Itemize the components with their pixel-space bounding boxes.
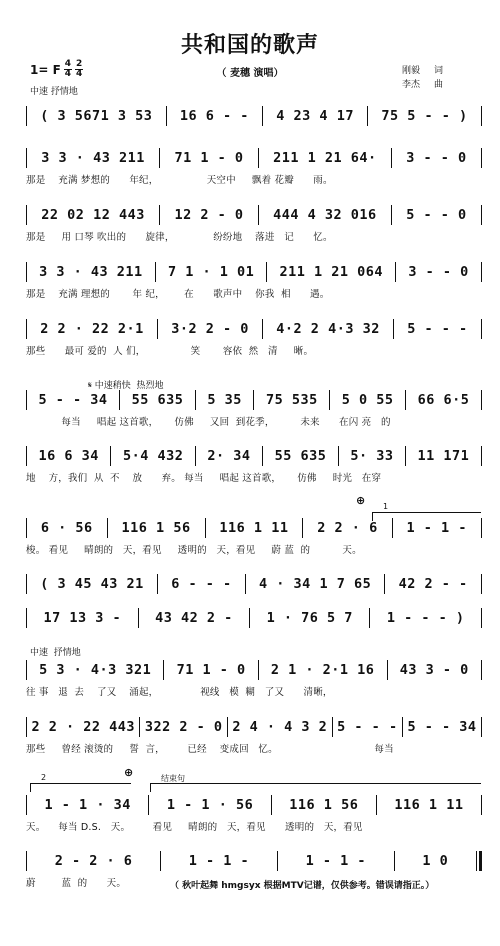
barline — [110, 446, 111, 466]
barline — [195, 446, 196, 466]
measure: 17 13 3 - — [43, 610, 122, 626]
measure: 2 2 · 6 — [317, 520, 378, 536]
barline — [139, 717, 140, 737]
volta-2: 2 — [30, 783, 131, 792]
measure: 55 635 — [131, 392, 184, 408]
measure: 5· 33 — [350, 448, 394, 464]
song-title: 共和国的歌声 — [180, 33, 319, 58]
barline — [26, 851, 27, 871]
barline — [148, 795, 149, 815]
barline — [258, 148, 259, 168]
notation-line — [26, 572, 482, 596]
barline — [155, 262, 156, 282]
measure: 2 2 · 22 2·1 — [40, 321, 144, 337]
barline — [26, 795, 27, 815]
barline — [402, 717, 403, 737]
measure: ( 3 45 43 21 — [40, 576, 144, 592]
barline — [26, 205, 27, 225]
barline — [481, 319, 482, 339]
barline — [481, 106, 482, 126]
measure: 116 1 11 — [219, 520, 289, 536]
score-row — [26, 715, 482, 755]
measure: 43 42 2 - — [155, 610, 233, 626]
measure: 116 1 56 — [289, 797, 359, 813]
measure: 1 - 1 - — [406, 520, 467, 536]
lyric-line: 往 事 退 去 了又 涌起， 视线 模 糊 了又 清晰， — [26, 687, 333, 698]
measure: 5 - - 34 — [38, 392, 108, 408]
measure: 116 1 56 — [121, 520, 191, 536]
score-row — [26, 146, 482, 186]
notation-line — [26, 146, 482, 170]
score-row — [26, 793, 482, 833]
barline — [26, 518, 27, 538]
tempo-marking: 中速 抒情地 — [30, 87, 78, 97]
barline — [481, 608, 482, 628]
measure: 42 2 - - — [398, 576, 468, 592]
barline — [26, 660, 27, 680]
barline — [376, 795, 377, 815]
notation-line — [26, 606, 482, 630]
notation-line — [26, 260, 482, 284]
barline — [249, 608, 250, 628]
barline — [481, 262, 482, 282]
measure: 3 - - 0 — [406, 150, 467, 166]
measure: 1 · 76 5 7 — [266, 610, 353, 626]
measure: 12 2 - 0 — [174, 207, 244, 223]
barline — [157, 319, 158, 339]
measure: 66 6·5 — [417, 392, 470, 408]
score-row — [26, 260, 482, 300]
meter-2: $\frac{2}{4}$ — [76, 59, 83, 79]
measure: 2· 34 — [207, 448, 251, 464]
measure: 1 - 1 - — [305, 853, 366, 869]
barline — [387, 660, 388, 680]
lyric-line: 那是 充满 梦想的 年纪， 天空中 飘着 花瓣 雨。 — [26, 175, 333, 186]
measure: 1 - - - ) — [386, 610, 465, 626]
barline — [338, 446, 339, 466]
notation-line — [26, 317, 482, 341]
barline — [26, 608, 27, 628]
measure: 4 · 34 1 7 65 — [259, 576, 372, 592]
measure: 5 35 — [207, 392, 242, 408]
key-signature — [30, 60, 83, 79]
barline — [391, 205, 392, 225]
tempo-return-mark: 中速 抒情地 — [30, 648, 81, 658]
barline — [107, 518, 108, 538]
ending-bracket: 结束句 — [150, 783, 481, 792]
notation-line — [26, 104, 482, 128]
measure: 5 - - 0 — [406, 207, 467, 223]
barline — [332, 717, 333, 737]
measure: 5·4 432 — [122, 448, 184, 464]
measure: 16 6 - - — [179, 108, 249, 124]
measure: 5 - - - — [407, 321, 468, 337]
barline — [392, 518, 393, 538]
measure: 55 635 — [274, 448, 327, 464]
barline — [329, 390, 330, 410]
measure: 2 2 · 22 443 — [31, 719, 135, 735]
lyric-line: 那些 曾经 滚烫的 誓 言， 已经 变成回 忆。 每当 — [26, 744, 394, 755]
measure: 7 1 · 1 01 — [167, 264, 255, 280]
notation-line — [26, 516, 482, 540]
barline — [384, 574, 385, 594]
barline — [26, 574, 27, 594]
score-row — [26, 572, 482, 596]
barline — [258, 205, 259, 225]
barline — [159, 205, 160, 225]
measure: 3·2 2 - 0 — [171, 321, 249, 337]
measure: 71 1 - 0 — [174, 150, 244, 166]
notation-line — [26, 203, 482, 227]
barline — [262, 319, 263, 339]
measure: 2 1 · 2·1 16 — [270, 662, 375, 678]
measure: 5 0 55 — [341, 392, 394, 408]
barline — [195, 390, 196, 410]
barline — [369, 608, 370, 628]
final-barline — [476, 851, 482, 871]
barline — [277, 851, 278, 871]
barline — [367, 106, 368, 126]
coda-symbol-2: ⊕ — [124, 766, 134, 779]
barline — [160, 851, 161, 871]
barline — [271, 795, 272, 815]
measure: 2 4 · 4 3 2 — [232, 719, 328, 735]
lyric-line: 每当 唱起 这首歌， 仿佛 又回 到花季， 未来 在闪 亮 的 — [26, 417, 391, 428]
barline — [481, 660, 482, 680]
score-row — [26, 317, 482, 357]
barline — [253, 390, 254, 410]
measure: ( 3 5671 3 53 — [40, 108, 153, 124]
measure: 5 - - 34 — [407, 719, 477, 735]
notation-line — [26, 388, 482, 412]
notation-line — [26, 715, 482, 739]
chorus-tempo-mark: 𝄋 中速稍快 热烈地 — [88, 381, 164, 391]
measure: 4 23 4 17 — [276, 108, 354, 124]
barline — [481, 446, 482, 466]
meter-1: $\frac{4}{4}$ — [64, 59, 72, 79]
measure: 444 4 32 016 — [273, 207, 377, 223]
measure: 6 - - - — [171, 576, 232, 592]
barline — [262, 106, 263, 126]
barline — [405, 390, 406, 410]
notation-line — [26, 793, 482, 817]
measure: 75 535 — [265, 392, 318, 408]
barline — [481, 205, 482, 225]
barline — [481, 574, 482, 594]
measure: 3 - - 0 — [408, 264, 469, 280]
barline — [205, 518, 206, 538]
measure: 75 5 - - ) — [381, 108, 468, 124]
score-row — [26, 388, 482, 428]
notation-line — [26, 444, 482, 468]
barline — [302, 518, 303, 538]
barline — [159, 148, 160, 168]
measure: 1 0 — [422, 853, 449, 869]
measure: 71 1 - 0 — [176, 662, 246, 678]
score-row — [26, 606, 482, 630]
barline — [266, 262, 267, 282]
lyric-line: 那是 充满 理想的 年 纪， 在 歌声中 你我 相 遇。 — [26, 289, 330, 300]
barline — [26, 262, 27, 282]
composer: 李杰 曲 — [402, 80, 444, 90]
measure: 1 - 1 - — [188, 853, 250, 869]
barline — [26, 390, 27, 410]
barline — [245, 574, 246, 594]
measure: 6 · 56 — [40, 520, 93, 536]
lyricist: 刚毅 词 — [402, 66, 444, 76]
measure: 211 1 21 64· — [273, 150, 377, 166]
barline — [163, 660, 164, 680]
barline — [481, 148, 482, 168]
barline — [481, 717, 482, 737]
measure: 16 6 34 — [38, 448, 99, 464]
measure: 3 3 · 43 211 — [39, 264, 143, 280]
barline — [262, 446, 263, 466]
key-label: 1= F — [30, 62, 61, 77]
barline — [481, 795, 482, 815]
measure: 211 1 21 064 — [279, 264, 384, 280]
coda-symbol: ⊕ — [356, 494, 366, 507]
credits — [402, 64, 443, 92]
score-row — [26, 658, 482, 698]
score-row — [26, 104, 482, 128]
barline — [26, 106, 27, 126]
measure: 4·2 2 4·3 32 — [276, 321, 380, 337]
measure: 1 - 1 · 34 — [44, 797, 131, 813]
lyric-line: 蔚 蓝 的 天。 — [26, 878, 127, 889]
lyric-line: 梭。 看见 晴朗的 天，看见 透明的 天，看见 蔚 蓝 的 天。 — [26, 545, 362, 556]
lyric-line: 那些 最可 爱的 人 们， 笑 容依 然 清 晰。 — [26, 346, 314, 357]
measure: 1 - 1 · 56 — [166, 797, 254, 813]
barline — [391, 148, 392, 168]
barline — [26, 717, 27, 737]
score-row — [26, 203, 482, 243]
barline — [393, 319, 394, 339]
barline — [138, 608, 139, 628]
barline — [405, 446, 406, 466]
measure: 2 - 2 · 6 — [54, 853, 133, 869]
notation-line — [26, 849, 482, 873]
barline — [394, 851, 395, 871]
barline — [157, 574, 158, 594]
lyric-line: 地 方，我们 从 不 放 弃。 每当 唱起 这首歌， 仿佛 时光 在穿 — [26, 473, 382, 484]
barline — [227, 717, 228, 737]
lyric-line: 天。 每当 D.S. 天。 看见 晴朗的 天，看见 透明的 天，看见 — [26, 822, 363, 833]
performer-line: （ 麦穗 演唱） — [216, 68, 284, 79]
score-row — [26, 444, 482, 484]
volta-1: 1 — [372, 512, 481, 521]
notation-line — [26, 658, 482, 682]
score-row — [26, 516, 482, 556]
measure: 322 2 - 0 — [144, 719, 223, 735]
measure: 5 3 · 4·3 321 — [39, 662, 152, 678]
measure: 43 3 - 0 — [399, 662, 469, 678]
lyric-line: 那是 用 口琴 吹出的 旋律， 纷纷地 落进 记 忆。 — [26, 232, 333, 243]
barline — [481, 390, 482, 410]
barline — [26, 319, 27, 339]
measure: 22 02 12 443 — [41, 207, 145, 223]
barline — [258, 660, 259, 680]
barline — [26, 148, 27, 168]
measure: 3 3 · 43 211 — [41, 150, 145, 166]
barline — [26, 446, 27, 466]
barline — [166, 106, 167, 126]
barline — [395, 262, 396, 282]
measure: 116 1 11 — [394, 797, 464, 813]
footnote: （ 秋叶起舞 hmgsyx 根据MTV记谱，仅供参考。错误请指正。） — [170, 881, 435, 891]
barline — [481, 518, 482, 538]
measure: 5 - - - — [337, 719, 398, 735]
measure: 11 171 — [417, 448, 470, 464]
barline — [119, 390, 120, 410]
